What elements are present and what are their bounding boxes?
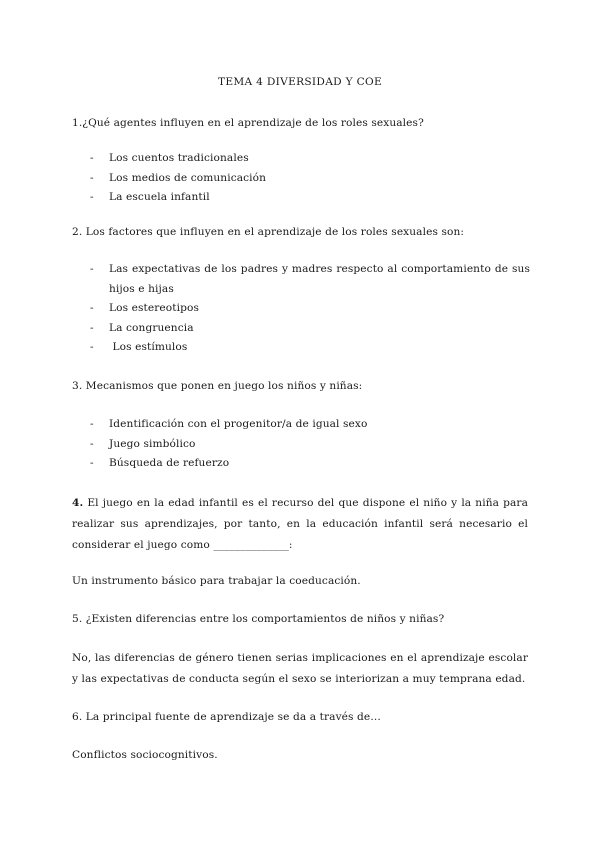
question-4-text: El juego en la edad infantil es el recurso del que dispone el niño y la niña para realizar sus aprendizajes, por tanto, en la educación infantil será necesario el considerar el juego como ______________:: [72, 497, 528, 551]
answer-4: Un instrumento básico para trabajar la coeducación.: [72, 575, 361, 587]
question-1: 1.¿Qué agentes influyen en el aprendizaje de los roles sexuales?: [72, 117, 424, 129]
list-item-text: Los estímulos: [109, 341, 188, 354]
question-2: 2. Los factores que influyen en el aprendizaje de los roles sexuales son:: [72, 226, 465, 238]
list-item-text: Los estereotipos: [109, 302, 200, 315]
answer-6: Conflictos sociocognitivos.: [72, 749, 218, 761]
list-item-text: Juego simbólico: [109, 437, 196, 450]
bullet-dash: -: [90, 418, 94, 430]
list-item-text: Las expectativas de los padres y madres respecto al comportamiento de sus hijos e hijas: [109, 263, 530, 295]
bullet-dash: -: [90, 191, 94, 204]
list-item: [90, 149, 530, 169]
list-item-text: Búsqueda de refuerzo: [109, 457, 230, 470]
bullet-dash: -: [90, 321, 94, 334]
question-5: 5. ¿Existen diferencias entre los comportamientos de niños y niñas?: [72, 613, 445, 625]
bullet-dash: -: [90, 171, 94, 184]
list-item-text: Los medios de comunicación: [109, 171, 267, 184]
list-item-text: La congruencia: [109, 321, 194, 334]
question-2-list: [90, 260, 530, 358]
list-item: [90, 260, 530, 299]
list-item: [90, 188, 530, 208]
answer-5: No, las diferencias de género tienen serias implicaciones en el aprendizaje escolar y las expectativas de conducta según el sexo se interiorizan a muy temprana edad.: [72, 652, 528, 685]
bullet-dash: -: [90, 457, 94, 470]
bullet-dash: -: [90, 263, 94, 275]
question-4-number: 4.: [72, 497, 84, 509]
list-item: [90, 435, 530, 455]
list-item: [90, 319, 530, 339]
bullet-dash: -: [90, 302, 94, 315]
question-3: 3. Mecanismos que ponen en juego los niños y niñas:: [72, 380, 363, 392]
list-item: [90, 338, 530, 358]
question-3-list: [90, 415, 530, 474]
bullet-dash: -: [90, 341, 94, 354]
list-item: [90, 169, 530, 189]
list-item-text: Los cuentos tradicionales: [109, 152, 249, 164]
list-item: [90, 415, 530, 435]
bullet-dash: -: [90, 152, 94, 164]
list-item-text: La escuela infantil: [109, 191, 210, 204]
list-item-text: Identificación con el progenitor/a de igual sexo: [109, 418, 368, 430]
question-6: 6. La principal fuente de aprendizaje se da a través de…: [72, 711, 381, 723]
question-1-list: [90, 149, 530, 208]
document-title: TEMA 4 DIVERSIDAD Y COE: [217, 76, 383, 88]
question-4: [72, 493, 528, 556]
list-item: [90, 299, 530, 319]
list-item: [90, 454, 530, 474]
bullet-dash: -: [90, 437, 94, 450]
